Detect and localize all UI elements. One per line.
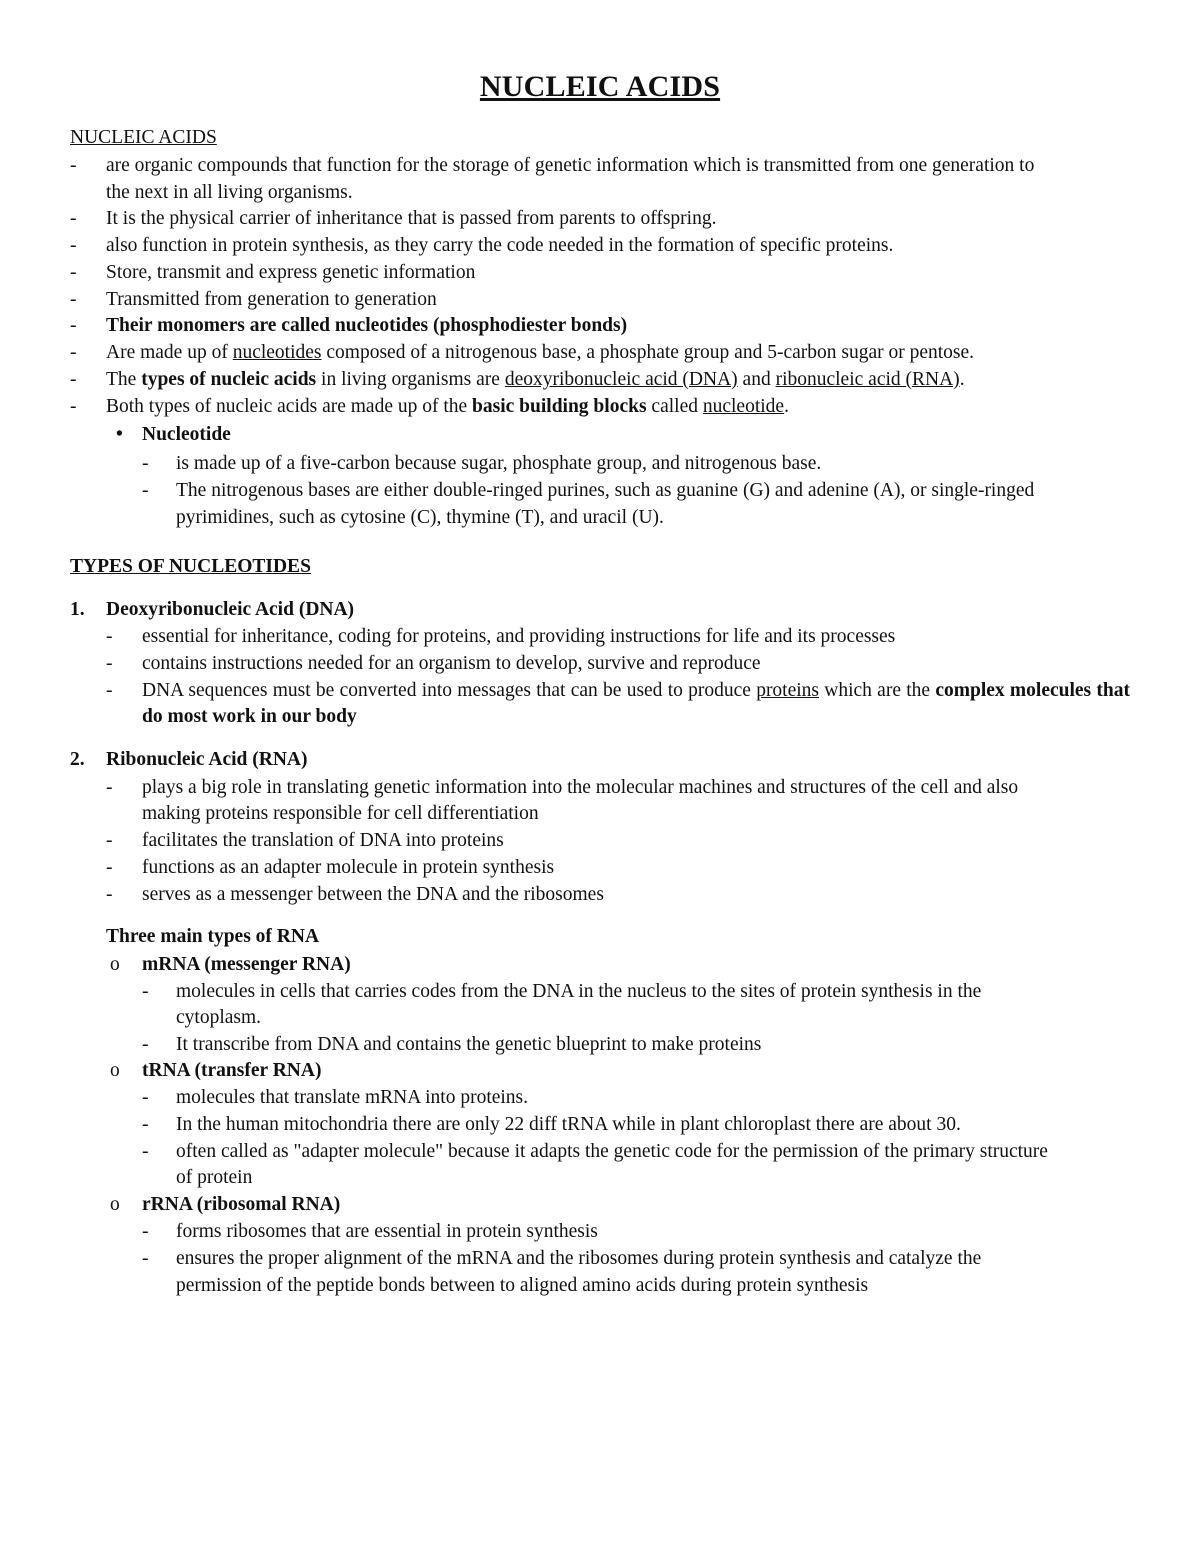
intro-item-1-line-2: the next in all living organisms. <box>106 182 353 203</box>
dash-marker: - <box>70 315 77 336</box>
dash-marker: - <box>106 653 113 674</box>
dna-item-3 <box>142 678 1130 730</box>
bold-term: types of nucleic acids <box>141 369 317 390</box>
rrna-item-1: forms ribosomes that are essential in protein synthesis <box>176 1221 598 1242</box>
bold-term: molecules that do most work in our body <box>142 680 1130 727</box>
intro-item-3: also function in protein synthesis, as they carry the code needed in the formation of specific proteins. <box>106 235 894 256</box>
mrna-label: mRNA (messenger RNA) <box>142 954 351 975</box>
three-types-heading: Three main types of RNA <box>106 926 320 947</box>
bullet-marker: • <box>116 424 123 445</box>
intro-item-5: Transmitted from generation to generation <box>106 289 437 310</box>
circle-marker: o <box>110 1194 120 1215</box>
nucleotide-item-2-line-1: The nitrogenous bases are either double-ringed purines, such as guanine (G) and adenine (A), or single-ringed <box>176 480 1035 501</box>
dna-item-1: essential for inheritance, coding for proteins, and providing instructions for life and its processes <box>142 626 896 647</box>
circle-marker: o <box>110 954 120 975</box>
dna-label: Deoxyribonucleic Acid (DNA) <box>106 599 355 620</box>
bold-term: complex <box>935 680 1005 701</box>
nucleotide-item-1: is made up of a five-carbon because sugar, phosphate group, and nitrogenous base. <box>176 453 822 474</box>
dash-marker: - <box>106 830 113 851</box>
dash-marker: - <box>70 235 77 256</box>
text-run: . <box>959 369 965 390</box>
dash-marker: - <box>142 453 149 474</box>
text-run: which are the <box>819 680 936 701</box>
dash-marker: - <box>70 208 77 229</box>
dash-marker: - <box>106 857 113 878</box>
dash-marker: - <box>70 262 77 283</box>
rna-item-3: functions as an adapter molecule in protein synthesis <box>142 857 555 878</box>
dash-marker: - <box>142 1034 149 1055</box>
nucleotide-item-2-line-2: pyrimidines, such as cytosine (C), thymine (T), and uracil (U). <box>176 507 664 528</box>
dash-marker: - <box>142 1141 149 1162</box>
dash-marker: - <box>142 1114 149 1135</box>
dash-marker: - <box>142 480 149 501</box>
rna-number: 2. <box>70 749 85 770</box>
text-run: Both types of nucleic acids are made up of the <box>106 396 473 417</box>
bold-term: basic building blocks <box>472 396 647 417</box>
text-run: and <box>737 369 776 390</box>
underlined-term-dna: deoxyribonucleic acid (DNA) <box>504 369 738 390</box>
dash-marker: - <box>106 626 113 647</box>
mrna-item-1-line-2: cytoplasm. <box>176 1007 262 1028</box>
trna-label: tRNA (transfer RNA) <box>142 1060 322 1081</box>
dash-marker: - <box>70 396 77 417</box>
dash-marker: - <box>70 369 77 390</box>
document-title: NUCLEIC ACIDS <box>479 70 721 103</box>
text-run: composed of a nitrogenous base, a phosphate group and 5-carbon sugar or pentose. <box>321 342 975 363</box>
dash-marker: - <box>142 1221 149 1242</box>
nucleotide-label: Nucleotide <box>142 424 231 445</box>
text-run: called <box>646 396 703 417</box>
text-run: Are made up of <box>106 342 233 363</box>
trna-item-2: In the human mitochondria there are only 22 diff tRNA while in plant chloroplast there are about 30. <box>176 1114 961 1135</box>
rna-item-4: serves as a messenger between the DNA and the ribosomes <box>142 884 604 905</box>
dash-marker: - <box>70 289 77 310</box>
text-run: DNA sequences must be converted into messages that can be used to produce <box>142 680 757 701</box>
intro-item-6-monomers: Their monomers are called nucleotides (phosphodiester bonds) <box>106 315 628 336</box>
text-run: . <box>784 396 789 417</box>
dash-marker: - <box>142 1248 149 1269</box>
mrna-item-1-line-1: molecules in cells that carries codes from the DNA in the nucleus to the sites of protein synthesis in the <box>176 981 982 1002</box>
dash-marker: - <box>142 1087 149 1108</box>
dash-marker: - <box>70 342 77 363</box>
intro-item-8 <box>106 367 965 393</box>
section-heading-types: TYPES OF NUCLEOTIDES <box>70 556 311 577</box>
rna-item-1-line-1: plays a big role in translating genetic information into the molecular machines and structures of the cell and also <box>142 777 1019 798</box>
intro-item-7 <box>106 340 974 366</box>
rna-item-1-line-2: making proteins responsible for cell differentiation <box>142 803 539 824</box>
rna-label: Ribonucleic Acid (RNA) <box>106 749 308 770</box>
intro-item-2: It is the physical carrier of inheritance that is passed from parents to offspring. <box>106 208 717 229</box>
underlined-term-rna: ribonucleic acid (RNA) <box>775 369 960 390</box>
rrna-item-2-line-1: ensures the proper alignment of the mRNA and the ribosomes during protein synthesis and catalyze the <box>176 1248 982 1269</box>
dna-number: 1. <box>70 599 85 620</box>
intro-item-1-line-1: are organic compounds that function for the storage of genetic information which is transmitted from one generation to <box>106 155 1035 176</box>
dash-marker: - <box>106 680 113 701</box>
rrna-item-2-line-2: permission of the peptide bonds between to aligned amino acids during protein synthesis <box>176 1275 869 1296</box>
rna-item-2: facilitates the translation of DNA into proteins <box>142 830 504 851</box>
dash-marker: - <box>70 155 77 176</box>
trna-item-3-line-1: often called as "adapter molecule" because it adapts the genetic code for the permission of the primary structure <box>176 1141 1048 1162</box>
dash-marker: - <box>106 884 113 905</box>
intro-item-9 <box>106 394 789 420</box>
dna-item-2: contains instructions needed for an organism to develop, survive and reproduce <box>142 653 761 674</box>
text-run: in living organisms are <box>316 369 505 390</box>
circle-marker: o <box>110 1060 120 1081</box>
intro-item-4: Store, transmit and express genetic information <box>106 262 476 283</box>
dash-marker: - <box>142 981 149 1002</box>
underlined-term-proteins: proteins <box>756 680 820 701</box>
dash-marker: - <box>106 777 113 798</box>
rrna-label: rRNA (ribosomal RNA) <box>142 1194 341 1215</box>
underlined-term-nucleotides: nucleotides <box>232 342 322 363</box>
section-heading-nucleic-acids: NUCLEIC ACIDS <box>70 127 217 148</box>
trna-item-3-line-2: of protein <box>176 1167 253 1188</box>
underlined-term-nucleotide: nucleotide <box>702 396 785 417</box>
trna-item-1: molecules that translate mRNA into proteins. <box>176 1087 529 1108</box>
text-run: The <box>106 369 142 390</box>
mrna-item-2: It transcribe from DNA and contains the genetic blueprint to make proteins <box>176 1034 762 1055</box>
